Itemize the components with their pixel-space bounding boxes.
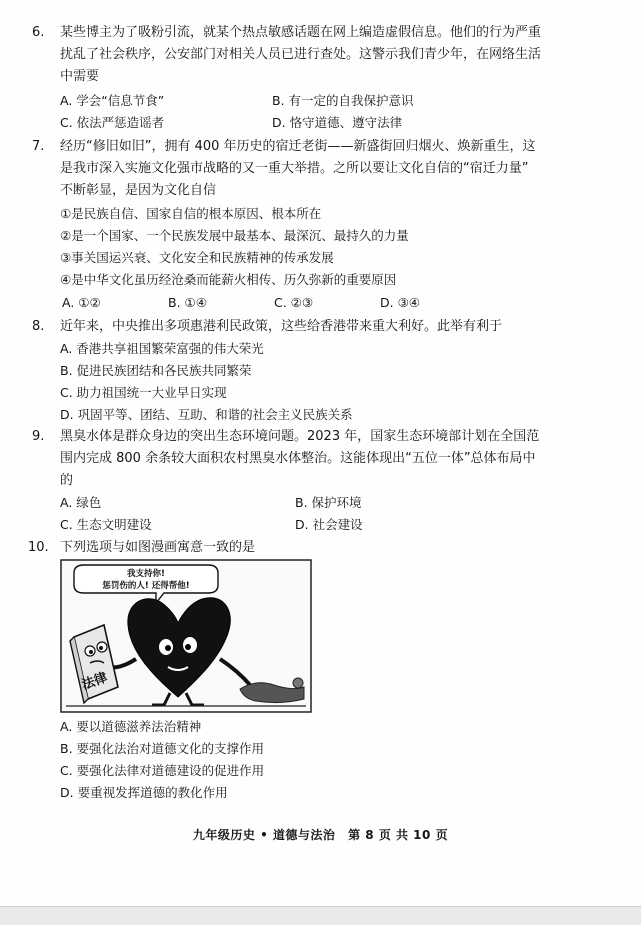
option-c: C. 依法严惩造谣者: [60, 115, 165, 130]
law-book-label: 法律: [80, 670, 110, 694]
option-d: D. 巩固平等、团结、互助、和谐的社会主义民族关系: [60, 407, 353, 422]
option-a: A. 香港共享祖国繁荣富强的伟大荣光: [60, 341, 264, 356]
question-stem: [60, 316, 592, 338]
option-c: C. ②③: [274, 295, 314, 310]
option-d: D. 恪守道德、遵守法律: [272, 115, 403, 130]
stem-line: 近年来，中央推出多项惠港利民政策，这些给香港带来重大利好。此举有利于: [60, 319, 503, 334]
stem-line: 不断彰显，是因为文化自信: [60, 183, 217, 198]
option-c: C. 要强化法律对道德建设的促进作用: [60, 763, 265, 778]
question-10: [28, 537, 592, 559]
option-b: B. 要强化法治对道德文化的支撑作用: [60, 741, 265, 756]
option-b: B. 保护环境: [295, 495, 362, 510]
footer-subject: 九年级历史 • 道德与法治: [192, 828, 336, 842]
question-stem: [60, 22, 592, 88]
option-a: A. 学会“信息节食”: [60, 93, 165, 108]
question-stem: [60, 136, 592, 202]
statement-3: ③事关国运兴衰、文化安全和民族精神的传承发展: [60, 250, 334, 265]
question-number: 7.: [32, 139, 45, 154]
footer-page-info: 第 8 页 共 10 页: [348, 828, 449, 842]
option-d: D. 社会建设: [295, 517, 363, 532]
statement-1: ①是民族自信、国家自信的根本原因、根本所在: [60, 206, 322, 221]
question-8: [32, 316, 592, 338]
page-footer: [0, 826, 641, 843]
option-b: B. 促进民族团结和各民族共同繁荣: [60, 363, 252, 378]
option-d: D. ③④: [380, 295, 420, 310]
option-c: C. 生态文明建设: [60, 517, 152, 532]
option-a: A. 绿色: [60, 495, 102, 510]
option-b: B. 有一定的自我保护意识: [272, 93, 414, 108]
option-c: C. 助力祖国统一大业早日实现: [60, 385, 227, 400]
stem-line: 围内完成 800 余条较大面积农村黑臭水体整治。这能体现出“五位一体”总体布局中: [60, 451, 536, 466]
statement-4: ④是中华文化虽历经沧桑而能薪火相传、历久弥新的重要原因: [60, 272, 397, 287]
question-9: [32, 426, 592, 492]
viewer-bottom-bar: [0, 906, 641, 925]
option-a: A. 要以道德滋养法治精神: [60, 719, 202, 734]
bubble-text-line2: 惩罚伤的人! 还得帮他!: [102, 581, 190, 591]
cartoon-illustration: [60, 559, 312, 713]
stem-line: 扰乱了社会秩序，公安部门对相关人员已进行查处。这警示我们青少年，在网络生活: [60, 47, 542, 62]
question-stem: [60, 426, 592, 492]
question-6: [32, 22, 592, 88]
question-number: 10.: [28, 540, 49, 555]
stem-line: 某些博主为了吸粉引流，就某个热点敏感话题在网上编造虚假信息。他们的行为严重: [60, 25, 542, 40]
bubble-text-line1: 我支持你!: [127, 569, 165, 579]
stem-line: 的: [60, 473, 74, 488]
question-7: [32, 136, 592, 202]
question-number: 9.: [32, 429, 45, 444]
question-stem: [60, 537, 592, 559]
option-b: B. ①④: [168, 295, 207, 310]
stem-line: 黑臭水体是群众身边的突出生态环境问题。2023 年，国家生态环境部计划在全国范: [60, 429, 540, 444]
stem-line: 是我市深入实施文化强市战略的又一重大举措。之所以要让文化自信的“宿迁力量”: [60, 161, 529, 176]
question-number: 6.: [32, 25, 45, 40]
option-a: A. ①②: [62, 295, 101, 310]
question-number: 8.: [32, 319, 45, 334]
statement-2: ②是一个国家、一个民族发展中最基本、最深沉、最持久的力量: [60, 228, 409, 243]
stem-line: 下列选项与如图漫画寓意一致的是: [60, 540, 256, 555]
stem-line: 中需要: [60, 69, 100, 84]
option-d: D. 要重视发挥道德的教化作用: [60, 785, 228, 800]
stem-line: 经历“修旧如旧”，拥有 400 年历史的宿迁老街——新盛街回归烟火、焕新重生，这: [60, 139, 536, 154]
